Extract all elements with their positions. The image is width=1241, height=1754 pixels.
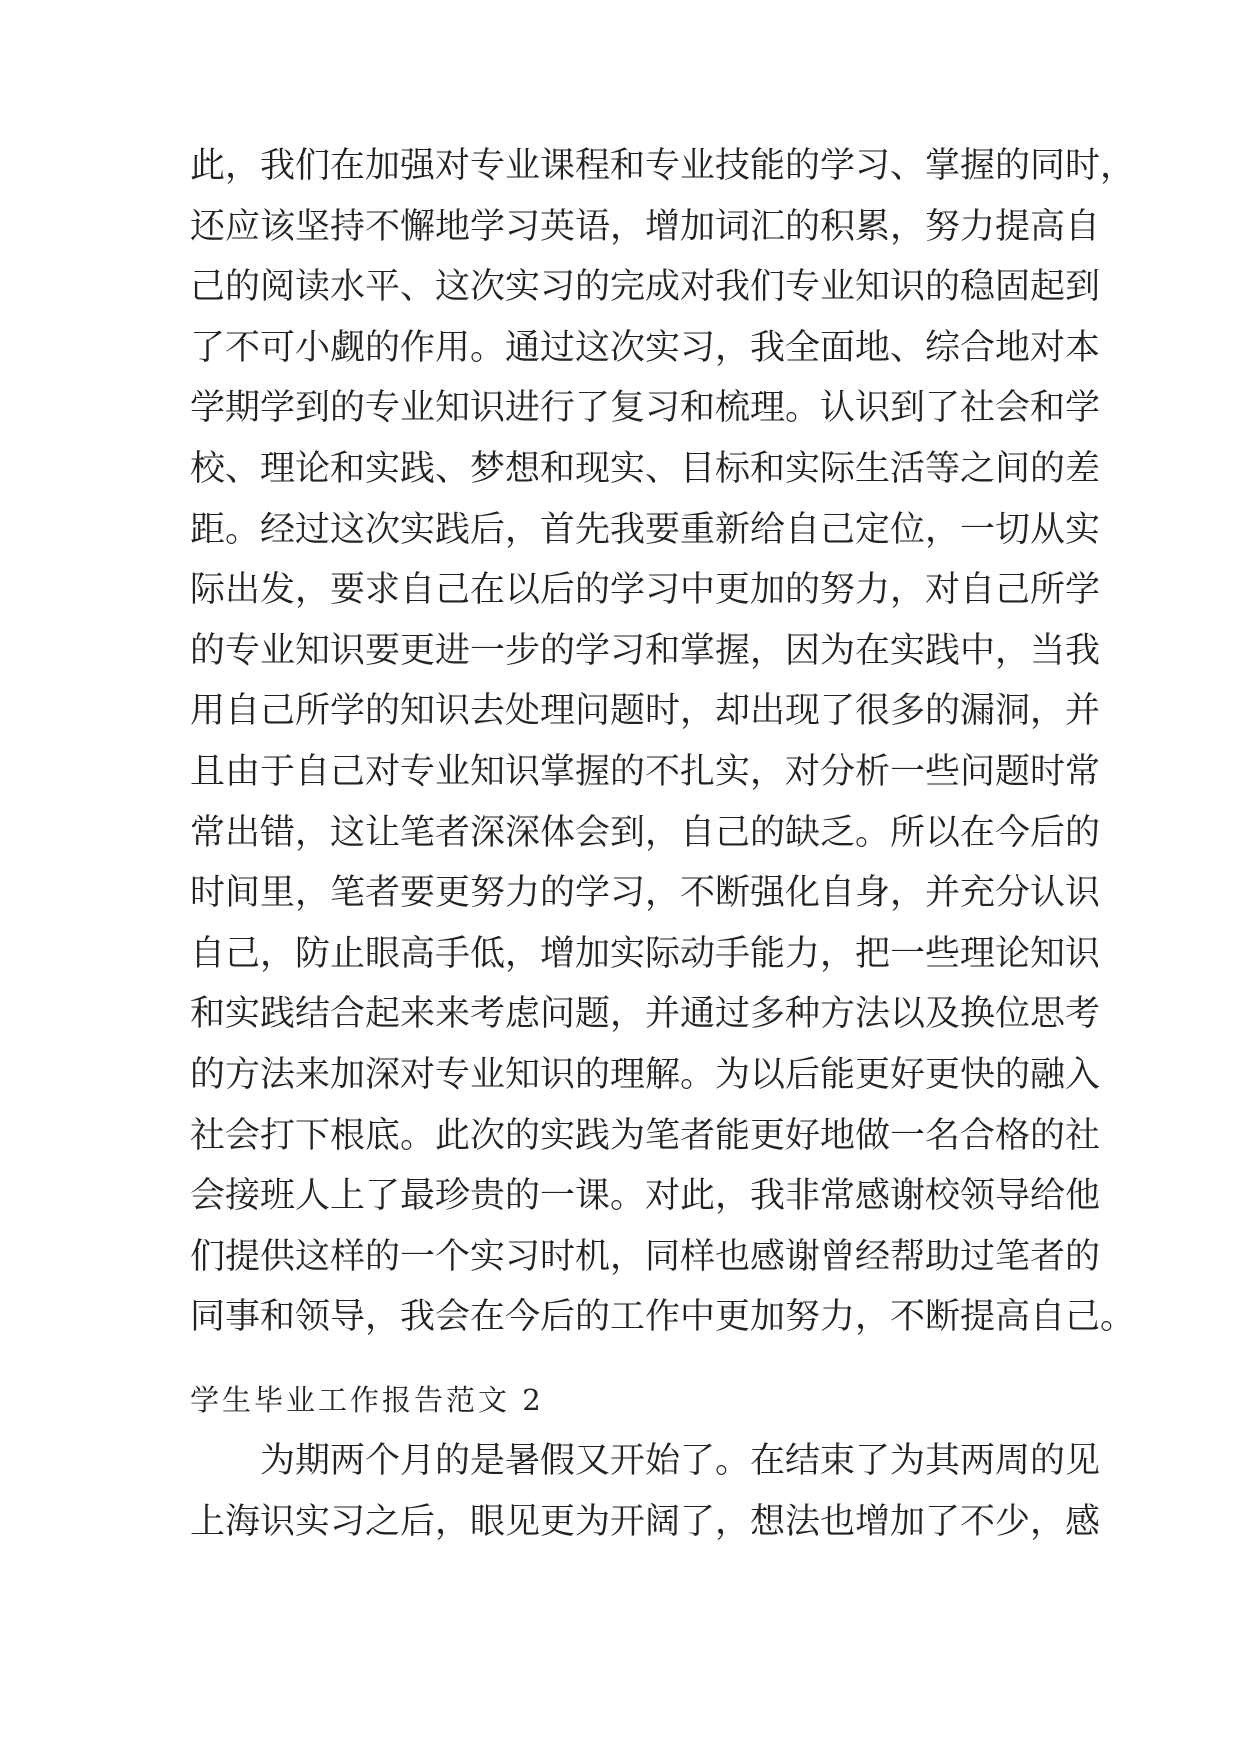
text-line: 们提供这样的一个实习时机，同样也感谢曾经帮助过笔者的	[190, 1236, 1101, 1277]
text-line: 了不可小觑的作用。通过这次实习，我全面地、综合地对本	[190, 327, 1101, 368]
text-line: 己的阅读水平、这次实习的完成对我们专业知识的稳固起到	[190, 267, 1101, 308]
text-line: 会接班人上了最珍贵的一课。对此，我非常感谢校领导给他	[190, 1176, 1101, 1217]
text-line: 学期学到的专业知识进行了复习和梳理。认识到了社会和学	[190, 388, 1101, 429]
body-paragraph-1	[190, 136, 1136, 1348]
text-line: 时间里，笔者要更努力的学习，不断强化自身，并充分认识	[190, 873, 1101, 914]
text-line: 上海识实习之后，眼见更为开阔了，想法也增加了不少，感	[190, 1501, 1101, 1542]
text-line: 的方法来加深对专业知识的理解。为以后能更好更快的融入	[190, 1054, 1101, 1095]
text-line: 用自己所学的知识去处理问题时，却出现了很多的漏洞，并	[190, 691, 1101, 732]
text-line: 际出发，要求自己在以后的学习中更加的努力，对自己所学	[190, 570, 1101, 611]
text-line: 为期两个月的是暑假又开始了。在结束了为其两周的见	[260, 1441, 1101, 1481]
text-line: 此，我们在加强对专业课程和专业技能的学习、掌握的同时，	[190, 146, 1136, 186]
section-heading: 学生毕业工作报告范文 2	[190, 1383, 544, 1417]
body-paragraph-2	[190, 1431, 1101, 1552]
text-line: 距。经过这次实践后，首先我要重新给自己定位，一切从实	[190, 509, 1101, 550]
text-line: 社会打下根底。此次的实践为笔者能更好地做一名合格的社	[190, 1115, 1101, 1156]
text-line: 同事和领导，我会在今后的工作中更加努力，不断提高自己。	[190, 1297, 1136, 1338]
text-line: 自己，防止眼高手低，增加实际动手能力，把一些理论知识	[190, 933, 1101, 974]
text-line: 校、理论和实践、梦想和现实、目标和实际生活等之间的差	[190, 448, 1101, 489]
text-line: 和实践结合起来来考虑问题，并通过多种方法以及换位思考	[190, 994, 1101, 1035]
text-line: 常出错，这让笔者深深体会到，自己的缺乏。所以在今后的	[190, 812, 1101, 853]
text-line: 且由于自己对专业知识掌握的不扎实，对分析一些问题时常	[190, 751, 1101, 792]
text-line: 还应该坚持不懈地学习英语，增加词汇的积累，努力提高自	[190, 206, 1101, 247]
text-line: 的专业知识要更进一步的学习和掌握，因为在实践中，当我	[190, 630, 1101, 671]
